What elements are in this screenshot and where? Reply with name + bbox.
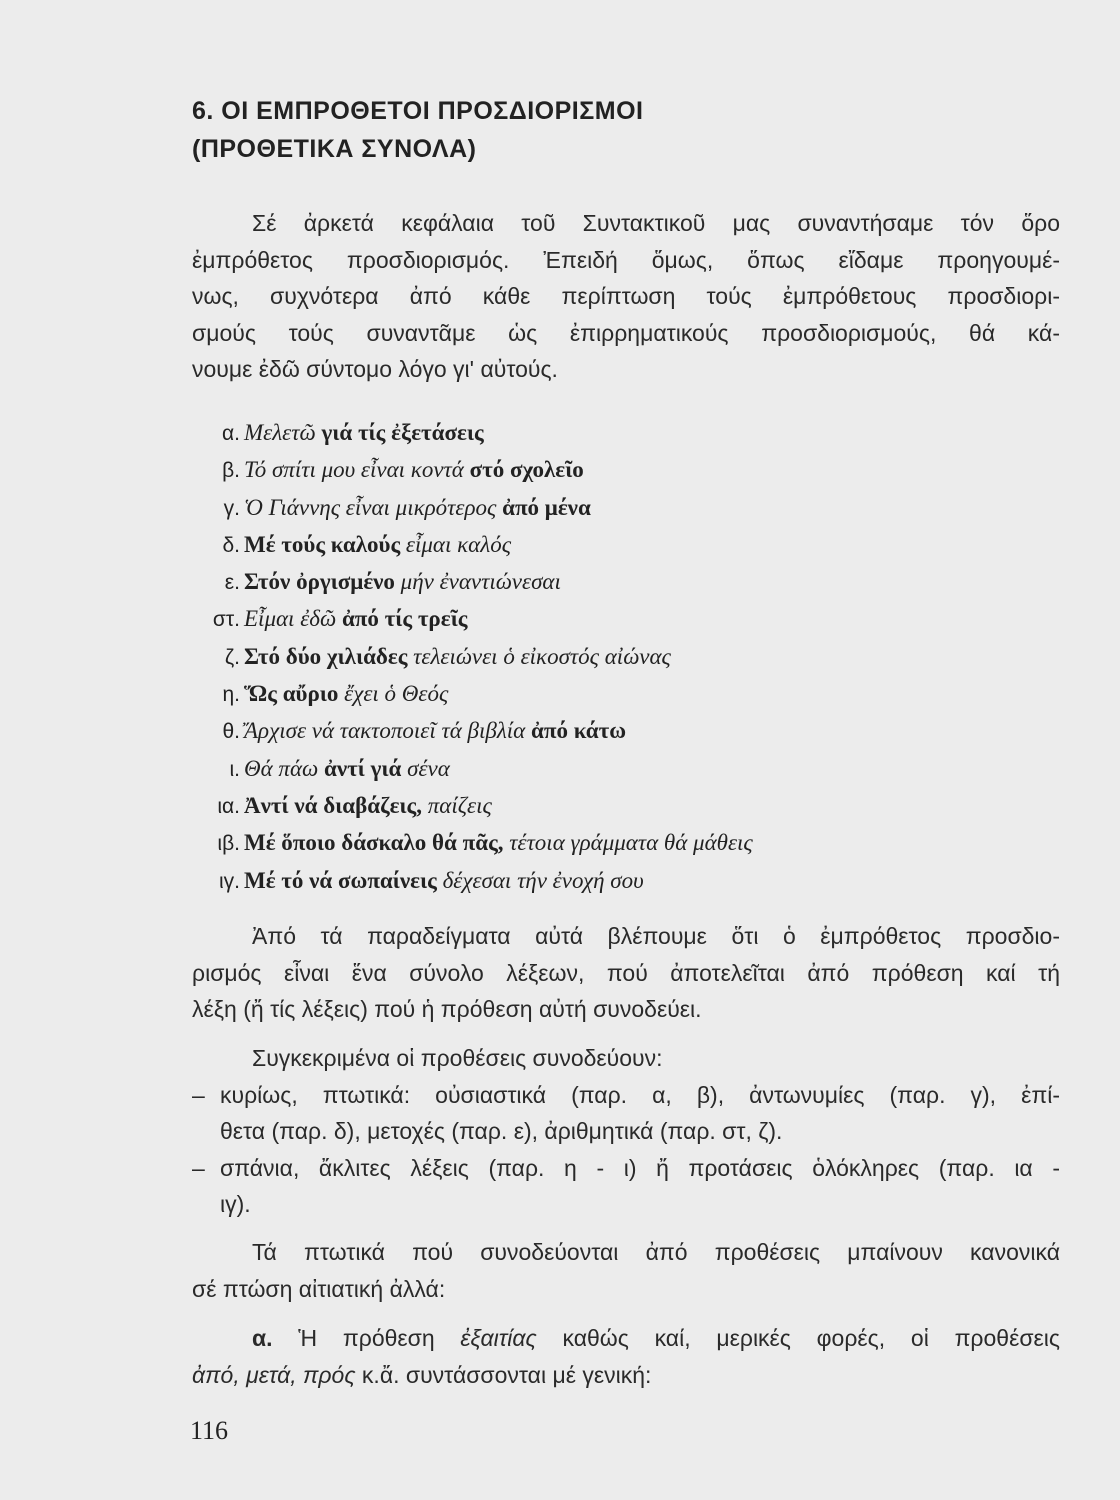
example-label: θ.	[222, 720, 240, 744]
genitive-line: ἀπό, μετά, πρός κ.ἄ. συντάσσονται μέ γενική:	[192, 1361, 652, 1388]
example-item	[192, 756, 753, 793]
example-item	[192, 420, 753, 457]
example-label: ιβ.	[217, 832, 240, 856]
dash-mark: –	[192, 1081, 205, 1108]
bullet-item-continuation: ιγ).	[220, 1191, 251, 1217]
prepositional-phrase: ἀπό μένα	[502, 494, 591, 520]
intro-paragraph	[192, 205, 1060, 388]
example-sentence	[244, 681, 448, 707]
prepositional-phrase: ἀντί γιά	[324, 755, 408, 781]
page-number: 116	[190, 1416, 229, 1445]
example-sentence	[244, 756, 450, 782]
sentence-fragment: Τό σπίτι μου εἶναι κοντά	[244, 457, 470, 483]
example-item	[192, 495, 753, 532]
example-label: ε.	[224, 571, 240, 595]
example-sentence	[244, 793, 492, 819]
sentence-fragment: Ὁ Γιάννης εἶναι μικρότερος	[244, 494, 503, 520]
example-label: γ.	[223, 496, 240, 520]
example-sentence	[244, 718, 626, 744]
prepositional-phrase: ἀπό κάτω	[531, 718, 627, 744]
accusative-paragraph	[192, 1234, 1060, 1307]
sentence-fragment: παίζεις	[427, 792, 492, 818]
conclusion-paragraph	[192, 918, 1060, 1028]
prepositional-phrase: γιά τίς ἐξετάσεις	[321, 420, 484, 445]
example-item	[192, 532, 753, 569]
conclusion-line: ρισμός εἶναι ἕνα σύνολο λέξεων, πού ἀποτελεῖται ἀπό πρόθεση καί τή	[192, 959, 1060, 986]
sentence-fragment: σένα	[407, 755, 450, 781]
example-item	[192, 718, 753, 755]
genitive-paragraph	[192, 1320, 1060, 1393]
prepositional-phrase: Μέ τούς καλούς	[244, 531, 406, 557]
example-sentence	[244, 532, 511, 558]
bullet-item-continuation: θετα (παρ. δ), μετοχές (παρ. ε), ἀριθμητικά (παρ. στ, ζ).	[220, 1118, 783, 1144]
example-item	[192, 644, 753, 681]
example-item	[192, 681, 753, 718]
bullet-item: – σπάνια, ἄκλιτες λέξεις (παρ. η - ι) ἤ προτάσεις ὁλόκληρες (παρ. ια -	[220, 1150, 1060, 1187]
accusative-line: Τά πτωτικά πού συνοδεύονται ἀπό προθέσεις μπαίνουν κανονικά	[252, 1239, 1060, 1265]
example-item	[192, 793, 753, 830]
example-item	[192, 606, 753, 643]
example-label: δ.	[222, 533, 240, 557]
example-item	[192, 569, 753, 606]
intro-line: ἐμπρόθετος προσδιορισμός. Ἐπειδή ὅμως, ὅπως εἴδαμε προηγουμέ-	[192, 246, 1060, 273]
example-item	[192, 830, 753, 867]
prepositional-phrase: Μέ ὅποιο δάσκαλο θά πᾶς,	[244, 830, 510, 856]
sentence-fragment: Εἶμαι ἐδῶ	[244, 606, 342, 632]
example-label: ιγ.	[219, 869, 240, 893]
bullet-list	[192, 1077, 1060, 1223]
sentence-fragment: τέτοια γράμματα θά μάθεις	[509, 830, 753, 856]
example-label: η.	[222, 683, 240, 707]
sentence-fragment: ἔχει ὁ Θεός	[344, 681, 449, 707]
example-sentence	[244, 420, 484, 446]
specifics-paragraph	[192, 1040, 1060, 1223]
example-label: α.	[222, 422, 240, 445]
example-label: ια.	[217, 794, 240, 818]
example-sentence	[244, 495, 591, 521]
prepositional-phrase: Στόν ὀργισμένο	[244, 569, 401, 595]
example-sentence	[244, 868, 644, 894]
sentence-fragment: εἶμαι καλός	[405, 531, 512, 557]
conclusion-line: λέξη (ἤ τίς λέξεις) πού ἡ πρόθεση αὐτή συνοδεύει.	[192, 996, 702, 1022]
examples-list	[192, 420, 753, 905]
sentence-fragment: μήν ἐναντιώνεσαι	[400, 569, 561, 595]
prepositional-phrase: Ὥς αὔριο	[244, 681, 345, 707]
prepositional-phrase: στό σχολεῖο	[469, 457, 584, 483]
intro-line: σμούς τούς συναντᾶμε ὡς ἐπιρρηματικούς προσδιορισμούς, θά κά-	[192, 319, 1060, 346]
intro-line: Σέ ἀρκετά κεφάλαια τοῦ Συντακτικοῦ μας συναντήσαμε τόν ὅρο	[252, 210, 1060, 236]
specifics-lead: Συγκεκριμένα οἱ προθέσεις συνοδεύουν:	[252, 1045, 663, 1071]
example-sentence	[244, 830, 753, 856]
intro-line: νως, συχνότερα ἀπό κάθε περίπτωση τούς ἐμπρόθετους προσδιορι-	[192, 283, 1060, 309]
prepositional-phrase: Στό δύο χιλιάδες	[244, 643, 414, 669]
example-item	[192, 868, 753, 905]
example-label: ι.	[229, 757, 240, 781]
example-item	[192, 457, 753, 494]
section-heading-line-1: 6. ΟΙ ΕΜΠΡΟΘΕΤΟΙ ΠΡΟΣΔΙΟΡΙΣΜΟΙ	[192, 97, 644, 125]
example-label: ζ.	[224, 645, 240, 669]
accusative-line: σέ πτώση αἰτιατική ἀλλά:	[192, 1275, 446, 1302]
example-sentence	[244, 457, 584, 483]
section-heading	[192, 92, 643, 168]
prepositional-phrase: Μέ τό νά σωπαίνεις	[244, 867, 443, 893]
conclusion-line: Ἀπό τά παραδείγματα αὐτά βλέπουμε ὅτι ὁ ἐμπρόθετος προσδιο-	[252, 923, 1060, 949]
sentence-fragment: Μελετῶ	[244, 420, 322, 445]
example-sentence	[244, 569, 561, 595]
example-sentence	[244, 606, 467, 632]
intro-line: νουμε ἐδῶ σύντομο λόγο γι' αὐτούς.	[192, 356, 558, 382]
prepositional-phrase: Ἀντί νά διαβάζεις,	[244, 792, 428, 818]
genitive-label: α.	[252, 1325, 273, 1351]
example-label: β.	[222, 459, 240, 483]
example-label: στ.	[212, 608, 240, 632]
section-heading-line-2: (ΠΡΟΘΕΤΙΚΑ ΣΥΝΟΛΑ)	[192, 135, 477, 163]
example-sentence	[244, 644, 671, 670]
sentence-fragment: Ἄρχισε νά τακτοποιεῖ τά βιβλία	[244, 718, 532, 744]
dash-mark: –	[192, 1154, 205, 1181]
prepositional-phrase: ἀπό τίς τρεῖς	[341, 606, 468, 632]
sentence-fragment: Θά πάω	[244, 755, 325, 781]
sentence-fragment: τελειώνει ὁ εἰκοστός αἰώνας	[413, 643, 671, 669]
genitive-line: α. Ἡ πρόθεση ἐξαιτίας καθώς καί, μερικές φορές, οἱ προθέσεις	[252, 1325, 1060, 1351]
bullet-item: – κυρίως, πτωτικά: οὐσιαστικά (παρ. α, β), ἀντωνυμίες (παρ. γ), ἐπί-	[220, 1077, 1060, 1114]
sentence-fragment: δέχεσαι τήν ἐνοχή σου	[442, 867, 644, 893]
